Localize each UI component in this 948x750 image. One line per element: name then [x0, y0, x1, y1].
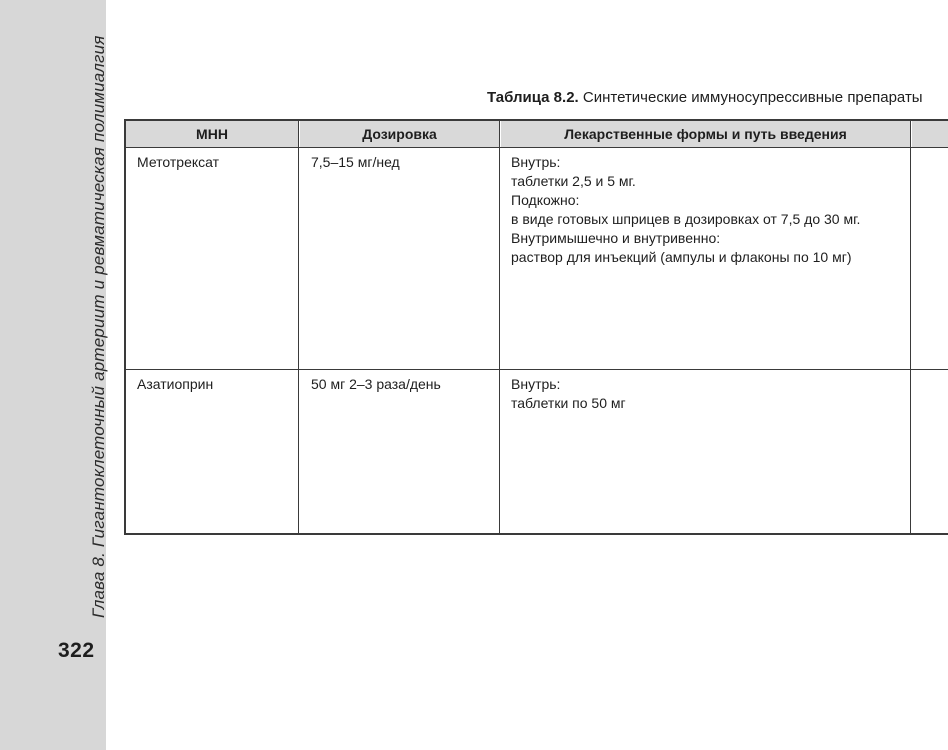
page-number: 322 — [58, 639, 95, 662]
header-dosage: Дозировка — [300, 121, 499, 147]
row2-dose: 50 мг 2–3 раза/день — [311, 376, 441, 392]
row2-forms-line: Внутрь: — [511, 376, 561, 392]
row1-forms-line: в виде готовых шприцев в дозировках от 7,5 до 30 мг. — [511, 211, 861, 227]
row1-forms-line: таблетки 2,5 и 5 мг. — [511, 173, 636, 189]
table-top-rule — [124, 119, 948, 121]
row1-forms-line: раствор для инъекций (ампулы и флаконы по 10 мг) — [511, 249, 852, 265]
table-caption — [487, 89, 923, 106]
table-caption-text: Синтетические иммуносупрессивные препараты — [578, 89, 923, 106]
row2-forms — [511, 375, 626, 413]
row-separator — [124, 369, 948, 370]
table-bottom-rule — [124, 533, 948, 535]
table-left-border — [124, 119, 126, 535]
row1-dose: 7,5–15 мг/нед — [311, 154, 400, 170]
row1-name: Метотрексат — [137, 154, 220, 170]
column-divider-2 — [499, 119, 500, 535]
column-divider-3 — [910, 119, 911, 535]
row2-name: Азатиоприн — [137, 376, 214, 392]
header-forms: Лекарственные формы и путь введения — [501, 121, 910, 147]
row2-forms-line: таблетки по 50 мг — [511, 395, 626, 411]
running-head: Глава 8. Гигантоклеточный артериит и ревматическая полимиалгия — [89, 35, 108, 618]
column-divider-1 — [298, 119, 299, 535]
header-bottom-rule — [124, 147, 948, 148]
row1-forms-line: Внутрь: — [511, 154, 561, 170]
row1-forms-line: Внутримышечно и внутривенно: — [511, 230, 721, 246]
table-caption-label: Таблица 8.2. — [487, 89, 579, 106]
header-mnn: МНН — [126, 121, 298, 147]
row1-forms — [511, 153, 860, 267]
row1-forms-line: Подкожно: — [511, 192, 580, 208]
header-cutoff — [912, 121, 948, 147]
